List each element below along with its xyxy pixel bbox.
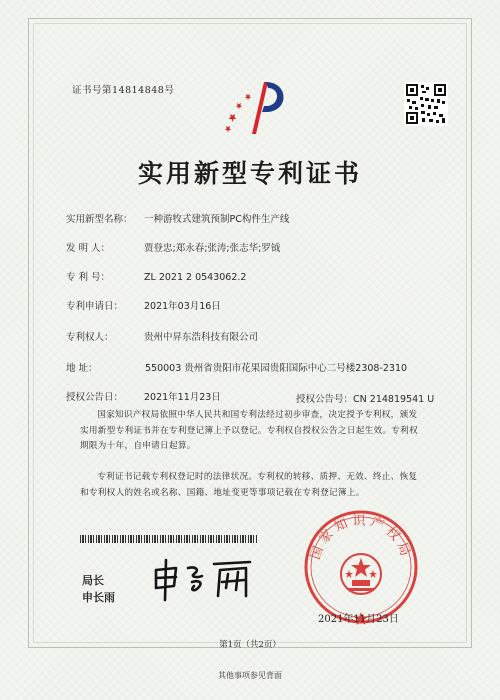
patentee-label: 专利权人： bbox=[66, 332, 114, 343]
grant-date-label: 授权公告日： bbox=[66, 392, 124, 403]
utility-model-name-value: 一种游牧式建筑预制PC构件生产线 bbox=[144, 214, 290, 225]
grant-date-value: 2021年11月23日 bbox=[144, 392, 221, 403]
qr-code-icon bbox=[404, 82, 448, 126]
grant-number-value: CN 214819541 U bbox=[353, 394, 435, 405]
certificate-title: 实用新型专利证书 bbox=[137, 159, 362, 188]
director-name: 申长雨 bbox=[82, 591, 115, 604]
signature-icon bbox=[150, 556, 260, 602]
patent-number-label: 专 利 号： bbox=[66, 272, 111, 283]
inventor-label: 发 明 人： bbox=[66, 243, 111, 254]
inventor-row bbox=[66, 242, 280, 256]
national-emblem-seal-icon bbox=[302, 508, 420, 626]
application-date-row bbox=[66, 300, 221, 314]
barcode bbox=[80, 535, 258, 543]
grant-number-row bbox=[296, 391, 434, 405]
application-date-label: 专利申请日： bbox=[66, 301, 124, 312]
seal-text: 国家知识产权局 bbox=[308, 513, 414, 562]
director-title: 局长 bbox=[82, 574, 104, 587]
page-number: 第1页（共2页） bbox=[219, 640, 281, 650]
application-date-value: 2021年03月16日 bbox=[144, 301, 221, 312]
patent-number-row bbox=[66, 271, 246, 285]
grant-date-row bbox=[66, 391, 221, 405]
address-row bbox=[66, 362, 144, 376]
cnipa-logo-icon bbox=[222, 76, 292, 138]
inventor-value: 贾登忠;郑永春;张涛;张志华;罗钺 bbox=[144, 243, 281, 254]
patentee-row bbox=[66, 331, 258, 345]
decision-paragraph: 国家知识产权局依照中华人民共和国专利法经过初步审查，决定授予专利权，颁发实用新型专利证书并在专利登记簿上予以登记。专利权自授权公告之日起生效。专利权期限为十年，自申请日起算。 bbox=[80, 410, 418, 451]
utility-model-name-label: 实用新型名称： bbox=[66, 214, 133, 225]
grant-number-label: 授权公告号： bbox=[296, 394, 354, 405]
footnote: 其他事项参见背面 bbox=[218, 671, 282, 680]
utility-model-name-row bbox=[66, 213, 289, 227]
certificate-number: 证书号第14814848号 bbox=[72, 85, 175, 96]
patent-number-value: ZL 2021 2 0543062.2 bbox=[144, 272, 247, 283]
legal-status-paragraph: 专利证书记载专利权登记时的法律状况。专利权的转移、质押、无效、终止、恢复和专利权人的姓名或名称、国籍、地址变更等事项记载在专利登记簿上。 bbox=[80, 472, 418, 498]
address-value: 550003 贵州省贵阳市花果园贵阳国际中心二号楼2308-2310 bbox=[145, 363, 408, 374]
patentee-value: 贵州中昇东浩科技有限公司 bbox=[144, 332, 259, 343]
seal-date: 2021年11月23日 bbox=[318, 614, 399, 625]
address-label: 地 址： bbox=[66, 363, 98, 374]
